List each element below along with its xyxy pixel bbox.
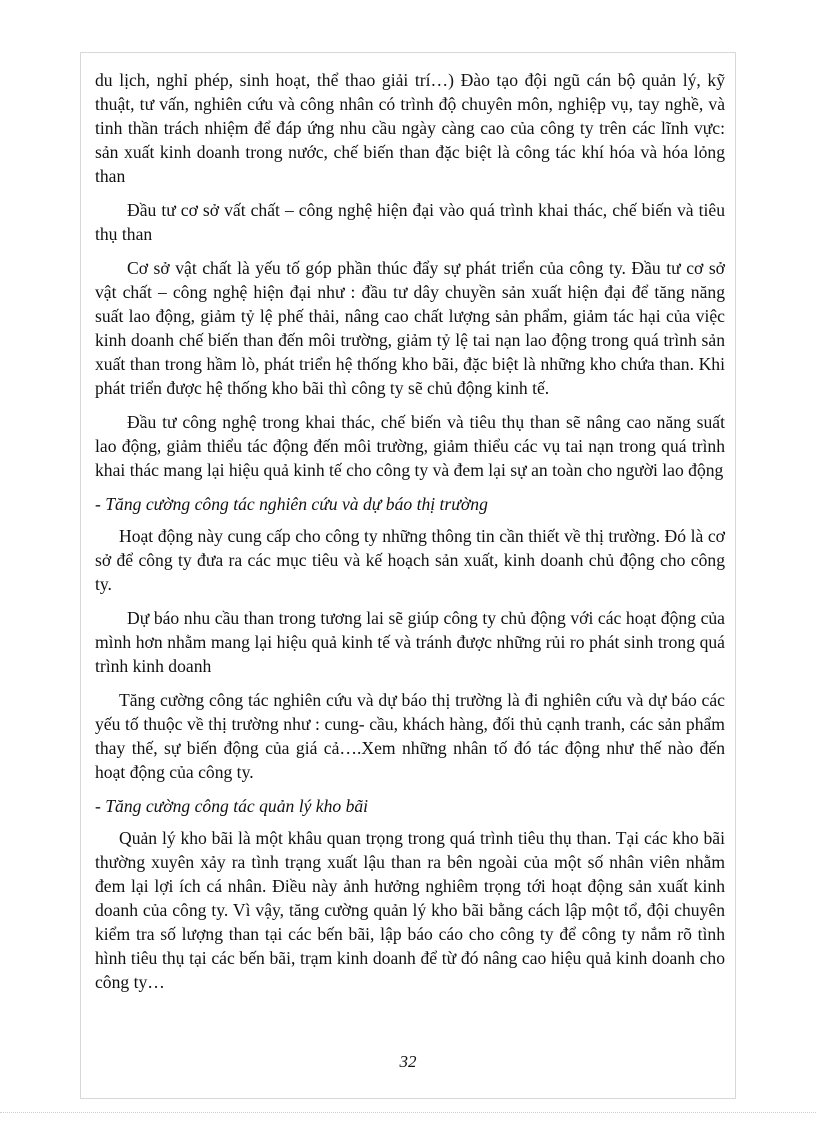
paragraph-investment-title: Đầu tư cơ sở vất chất – công nghệ hiện đại vào quá trình khai thác, chế biến và tiêu thụ than: [95, 200, 725, 244]
paragraph-infrastructure: Cơ sở vật chất là yếu tố góp phần thúc đẩy sự phát triển của công ty. Đầu tư cơ sở vật chất – công nghệ hiện đại như : đầu tư dây chuyền sản xuất hiện đại để tăng năng suất lao động, giảm tỷ lệ phế thải, nâng cao chất lượng sản phẩm, giảm tác hại của việc kinh doanh chế biến than đến môi trường, giảm tỷ lệ tai nạn lao động trong quá trình sản xuất than trong hầm lò, phát triển hệ thống kho bãi, đặc biệt là những kho chứa than. Khi phát triển được hệ thống kho bãi thì công ty sẽ chủ động kinh tế.: [95, 258, 725, 398]
paragraph-training: du lịch, nghỉ phép, sinh hoạt, thể thao giải trí…) Đào tạo đội ngũ cán bộ quản lý, kỹ thuật, tư vấn, nghiên cứu và công nhân có trình độ chuyên môn, nghiệp vụ, tay nghề, và tinh thần trách nhiệm để đáp ứng nhu cầu ngày càng cao của công ty trên các lĩnh vực: sản xuất kinh doanh trong nước, chế biến than đặc biệt là công tác khí hóa và hóa lỏng than: [95, 70, 725, 186]
paragraph-market-info: Hoạt động này cung cấp cho công ty những thông tin cần thiết về thị trường. Đó là cơ sở để công ty đưa ra các mục tiêu và kế hoạch sản xuất, kinh doanh chủ động cho công ty.: [95, 526, 725, 594]
section-heading-warehouse: - Tăng cường công tác quản lý kho bãi: [95, 796, 369, 816]
section-heading-market-research: - Tăng cường công tác nghiên cứu và dự báo thị trường: [95, 494, 488, 514]
paragraph-demand-forecast: Dự báo nhu cầu than trong tương lai sẽ giúp công ty chủ động với các hoạt động của mình hơn nhằm mang lại hiệu quả kinh tế và tránh được những rủi ro phát sinh trong quá trình kinh doanh: [95, 608, 725, 676]
paragraph-warehouse-management: Quản lý kho bãi là một khâu quan trọng trong quá trình tiêu thụ than. Tại các kho bãi thường xuyên xảy ra tình trạng xuất lậu than ra bên ngoài của một số nhân viên nhằm đem lại lợi ích cá nhân. Điều này ảnh hưởng nghiêm trọng tới hoạt động sản xuất kinh doanh của công ty. Vì vậy, tăng cường quản lý kho bãi bằng cách lập một tổ, đội chuyên kiểm tra số lượng than tại các bến bãi, lập báo cáo cho công ty để công ty nắm rõ tình hình tiêu thụ tại các bến bãi, trạm kinh doanh để từ đó nâng cao hiệu quả kinh doanh cho công ty…: [95, 828, 725, 992]
document-body: [95, 68, 725, 1004]
paragraph-market-factors: Tăng cường công tác nghiên cứu và dự báo thị trường là đi nghiên cứu và dự báo các yếu tố thuộc về thị trường như : cung- cầu, khách hàng, đối thủ cạnh tranh, các sản phẩm thay thế, sự biến động của giá cả….Xem những nhân tố đó tác động như thế nào đến hoạt động của công ty.: [95, 690, 725, 782]
paragraph-technology: Đầu tư công nghệ trong khai thác, chế biến và tiêu thụ than sẽ nâng cao năng suất lao động, giảm thiểu tác động đến môi trường, giảm thiểu các vụ tai nạn trong quá trình khai thác mang lại hiệu quả kinh tế cho công ty và đem lại sự an toàn cho người lao động: [95, 412, 725, 480]
page-number: 32: [399, 1052, 417, 1071]
bottom-divider: [0, 1112, 816, 1113]
